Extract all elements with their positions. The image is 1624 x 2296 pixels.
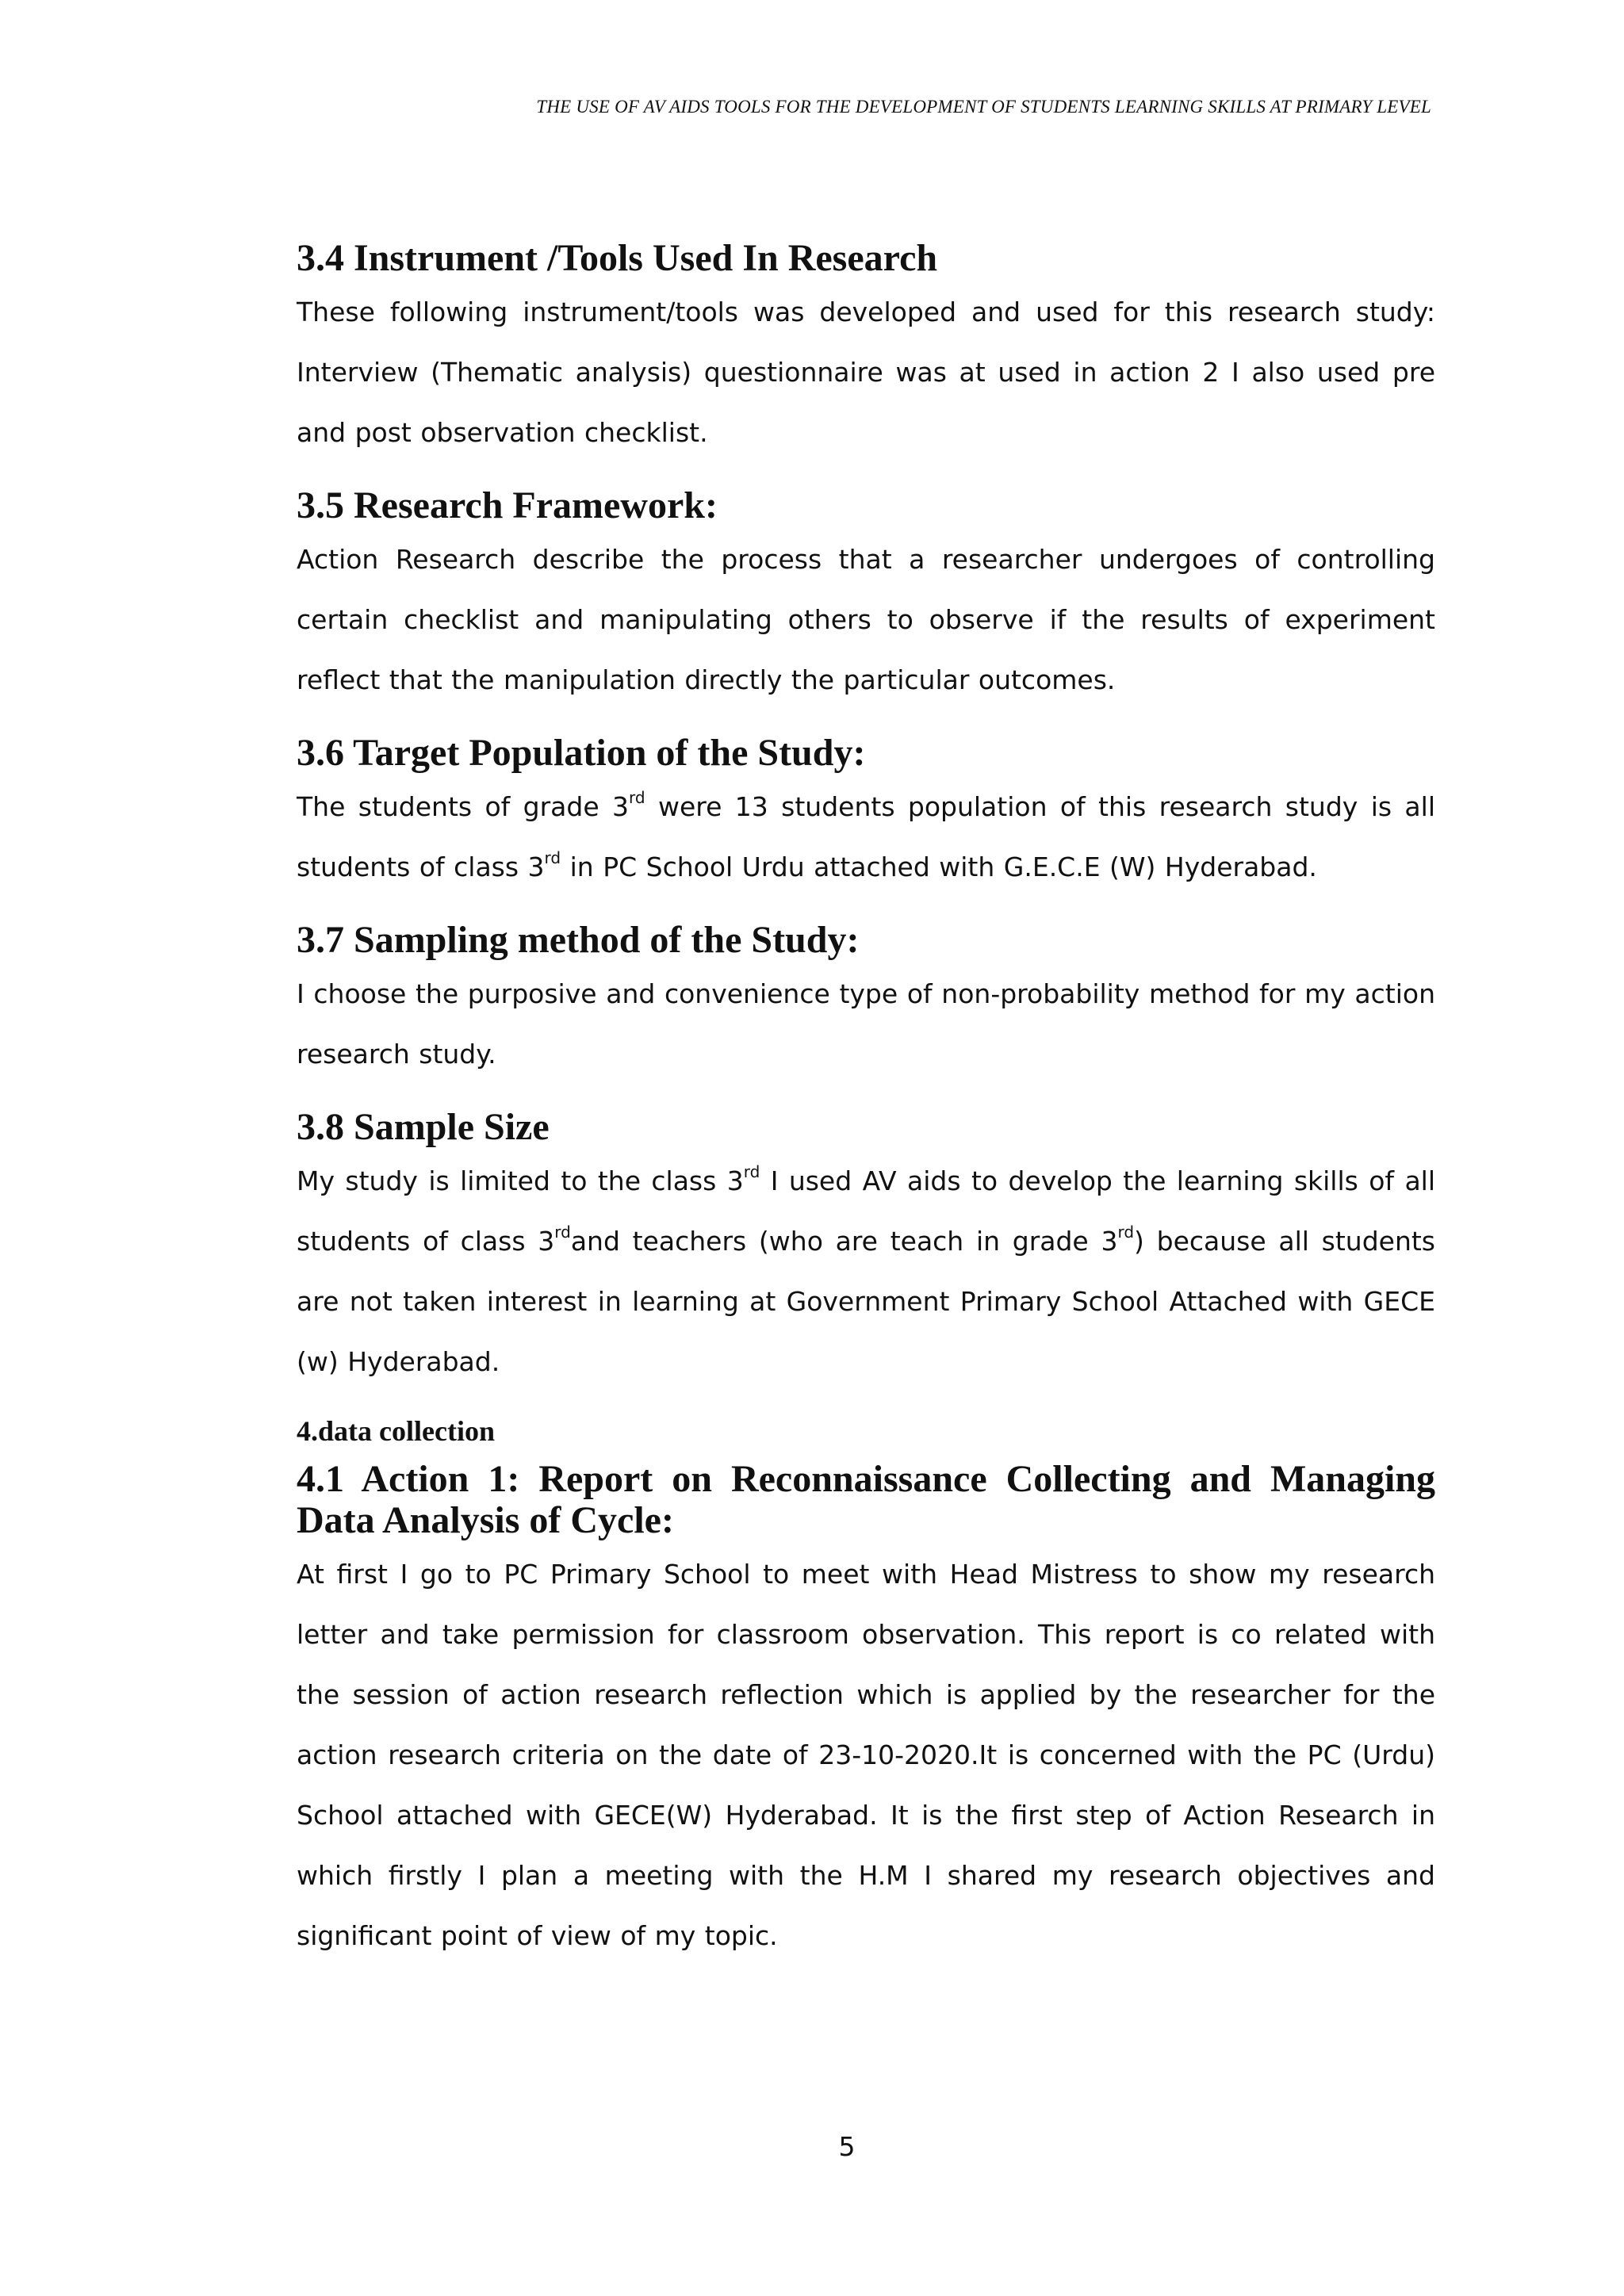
- text-run: My study is limited to the class 3: [297, 1165, 744, 1196]
- section-heading: 3.5 Research Framework:: [297, 484, 718, 526]
- section-paragraph: Action Research describe the process that a researcher undergoes of controlling certain checklist and manipulating others to observe if the results of experiment reflect that the manipulation directly the particular outcomes.: [297, 544, 1435, 695]
- section-3-5: [297, 485, 1435, 710]
- section-heading: 3.6 Target Population of the Study:: [297, 732, 866, 774]
- section-heading: 4.1 Action 1: Report on Reconnaissance Collecting and Managing Data Analysis of Cycle:: [297, 1458, 1435, 1541]
- text-run: ) because all students are not taken interest in learning at Government Primary School Attached with GECE (w) Hyderabad.: [297, 1226, 1435, 1377]
- section-4: [297, 1414, 1435, 1448]
- section-paragraph: [297, 1151, 1435, 1392]
- chapter-heading: 4.data collection: [297, 1415, 495, 1447]
- text-run: The students of grade 3: [297, 791, 630, 822]
- superscript: rd: [554, 1223, 571, 1242]
- running-header: THE USE OF AV AIDS TOOLS FOR THE DEVELOPMENT OF STUDENTS LEARNING SKILLS AT PRIMARY LEVEL: [536, 97, 1431, 117]
- superscript: rd: [1117, 1223, 1135, 1242]
- superscript: rd: [743, 1162, 760, 1181]
- text-run: I used AV aids to develop the learning skills of all students of class 3: [297, 1165, 1435, 1257]
- section-3-8: [297, 1107, 1435, 1392]
- text-run: were 13 students population of this research study is all students of class 3: [297, 791, 1435, 882]
- section-heading: 3.8 Sample Size: [297, 1106, 550, 1148]
- section-3-4: [297, 238, 1435, 463]
- superscript: rd: [544, 848, 561, 867]
- section-4-1: [297, 1459, 1435, 1966]
- section-paragraph: These following instrument/tools was developed and used for this research study: Interview (Thematic analysis) questionnaire was at used in action 2 I also used pre and post observation checklist.: [297, 297, 1435, 448]
- text-run: and teachers (who are teach in grade 3: [570, 1226, 1118, 1257]
- text-run: in PC School Urdu attached with G.E.C.E (W) Hyderabad.: [561, 851, 1317, 882]
- page-number: 5: [838, 2131, 856, 2162]
- superscript: rd: [629, 788, 645, 807]
- section-paragraph: [297, 777, 1435, 897]
- section-heading: 3.7 Sampling method of the Study:: [297, 919, 860, 961]
- section-paragraph: At first I go to PC Primary School to meet with Head Mistress to show my research letter and take permission for classroom observation. This report is co related with the session of action research reflection which is applied by the researcher for the action research criteria on the date of 23-10-2020.It is concerned with the PC (Urdu) School attached with GECE(W) Hyderabad. It is the first step of Action Research in which firstly I plan a meeting with the H.M I shared my research objectives and significant point of view of my topic.: [297, 1559, 1435, 1951]
- section-3-6: [297, 733, 1435, 897]
- section-3-7: [297, 920, 1435, 1085]
- section-paragraph: I choose the purposive and convenience type of non-probability method for my action research study.: [297, 978, 1435, 1070]
- page-content: [297, 238, 1435, 1966]
- section-heading: 3.4 Instrument /Tools Used In Research: [297, 237, 938, 279]
